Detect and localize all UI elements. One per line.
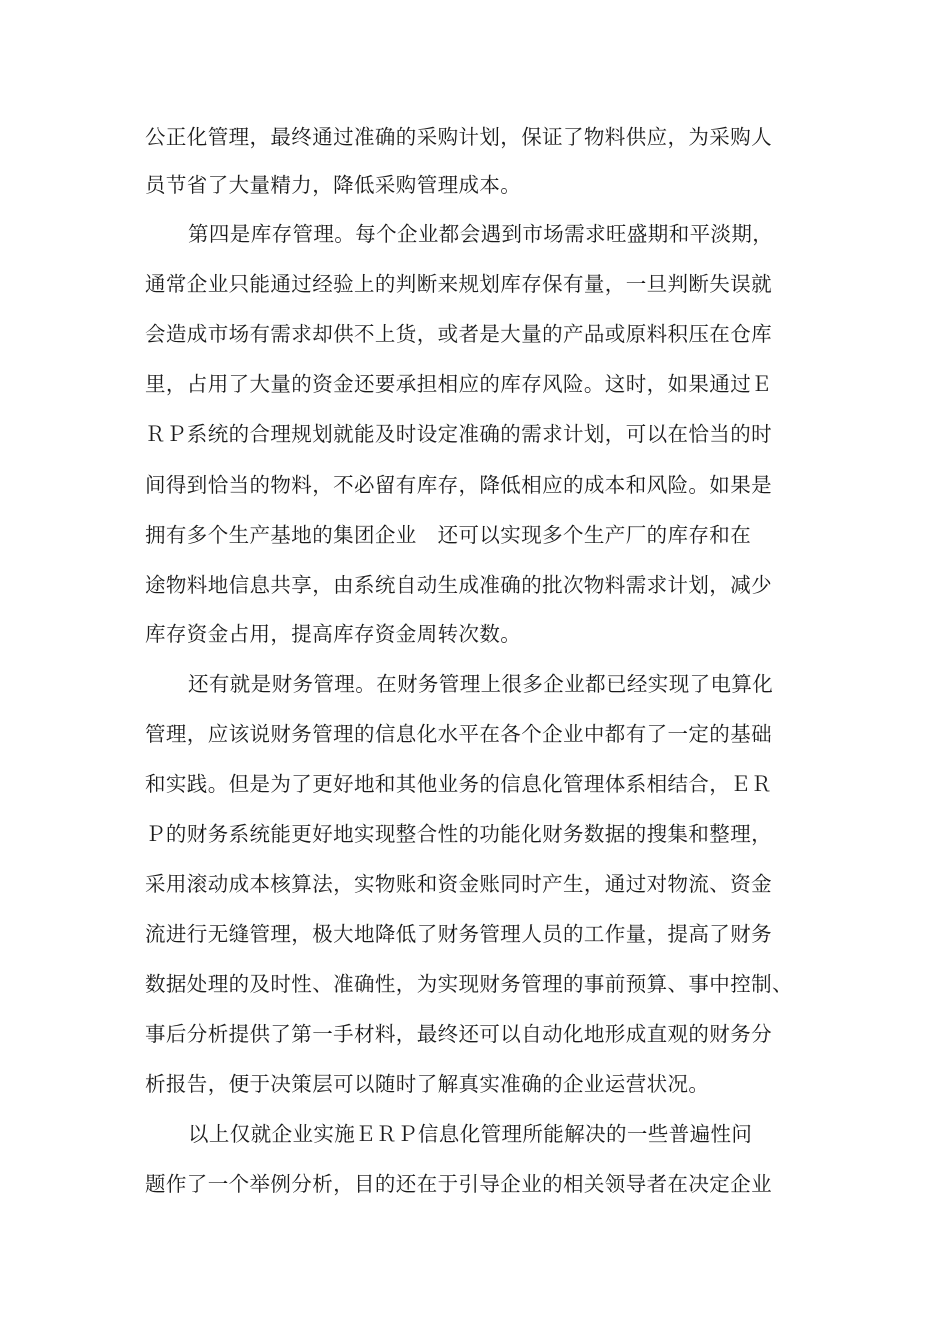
text-line: 里，占用了大量的资金还要承担相应的库存风险。这时，如果通过Ｅ [145, 372, 772, 396]
text-line: 拥有多个生产基地的集团企业 还可以实现多个生产厂的库存和在 [145, 523, 752, 547]
text-line: 员节省了大量精力，降低采购管理成本。 [145, 173, 522, 197]
text-line: 通常企业只能通过经验上的判断来规划库存保有量，一旦判断失误就 [145, 272, 772, 296]
text-line: 题作了一个举例分析，目的还在于引导企业的相关领导者在决定企业 [145, 1172, 772, 1196]
text-line: 间得到恰当的物料，不必留有库存，降低相应的成本和风险。如果是 [145, 473, 772, 497]
text-line: 采用滚动成本核算法，实物账和资金账同时产生，通过对物流、资金 [145, 872, 772, 896]
text-line: 公正化管理，最终通过准确的采购计划，保证了物料供应，为采购人 [145, 125, 772, 149]
text-line: Ｐ的财务系统能更好地实现整合性的功能化财务数据的搜集和整理， [145, 822, 772, 846]
text-line: 事后分析提供了第一手材料，最终还可以自动化地形成直观的财务分 [145, 1022, 772, 1046]
paragraph-start-line: 以上仅就企业实施ＥＲＰ信息化管理所能解决的一些普遍性问 [188, 1122, 753, 1146]
text-line: 流进行无缝管理，极大地降低了财务管理人员的工作量，提高了财务 [145, 922, 772, 946]
text-line: 途物料地信息共享，由系统自动生成准确的批次物料需求计划，减少 [145, 573, 772, 597]
text-line: 数据处理的及时性、准确性，为实现财务管理的事前预算、事中控制、 [145, 972, 793, 996]
text-line: 库存资金占用，提高库存资金周转次数。 [145, 622, 522, 646]
text-line: 会造成市场有需求却供不上货，或者是大量的产品或原料积压在仓库 [145, 322, 772, 346]
paragraph-start-line: 还有就是财务管理。在财务管理上很多企业都已经实现了电算化 [188, 672, 774, 696]
text-line: 和实践。但是为了更好地和其他业务的信息化管理体系相结合，ＥＲ [145, 772, 772, 796]
text-line: 管理，应该说财务管理的信息化水平在各个企业中都有了一定的基础 [145, 722, 772, 746]
paragraph-start-line: 第四是库存管理。每个企业都会遇到市场需求旺盛期和平淡期， [188, 222, 774, 246]
text-line: ＲＰ系统的合理规划就能及时设定准确的需求计划，可以在恰当的时 [145, 422, 772, 446]
text-line: 析报告，便于决策层可以随时了解真实准确的企业运营状况。 [145, 1072, 710, 1096]
